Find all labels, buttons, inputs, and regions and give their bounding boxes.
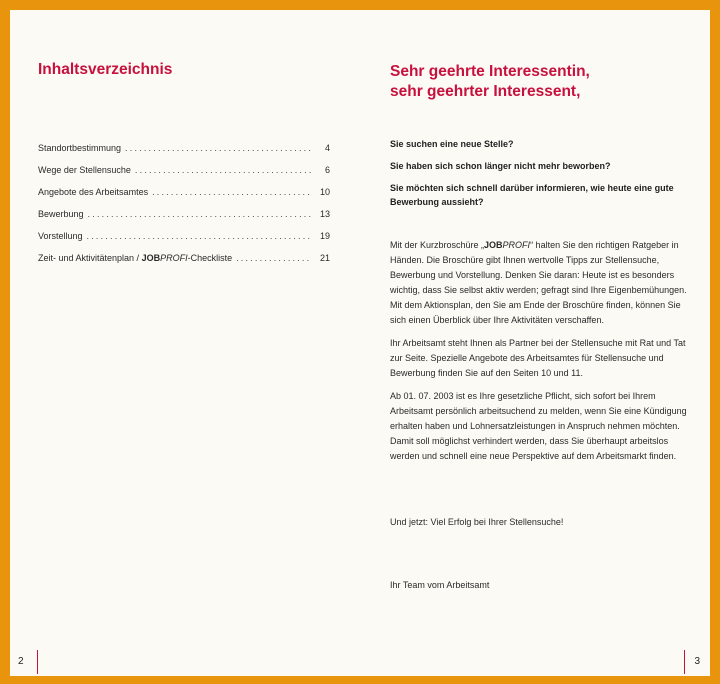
toc-entry-angebote-des-arbeitsamtes[interactable] xyxy=(38,181,330,203)
toc-entry-title: Wege der Stellensuche xyxy=(38,165,131,175)
toc-entry-bewerbung[interactable] xyxy=(38,203,330,225)
intro-question: Sie haben sich schon länger nicht mehr beworben? xyxy=(390,161,611,171)
toc-entry-title-suffix: -Checkliste xyxy=(187,253,233,263)
toc-entry-page: 21 xyxy=(319,253,330,263)
paragraph-intro xyxy=(390,238,690,328)
toc-entry-title: Bewerbung xyxy=(38,209,84,219)
closing-line: Und jetzt: Viel Erfolg bei Ihrer Stellensuche! xyxy=(390,517,564,527)
toc-leader-dots xyxy=(236,247,312,269)
toc-leader-dots xyxy=(125,137,312,159)
left-page xyxy=(10,10,360,676)
toc-entry-page: 13 xyxy=(319,209,330,219)
toc-entry-page: 19 xyxy=(319,231,330,241)
toc-entry-vorstellung[interactable] xyxy=(38,225,330,247)
toc-entry-standortbestimmung[interactable] xyxy=(38,137,330,159)
paragraph-pflicht: Ab 01. 07. 2003 ist es Ihre gesetzliche Pflicht, sich sofort bei Ihrem Arbeitsamt persönlich arbeitsuchend zu melden, wenn Sie eine Kündigung erhalten haben und Lohnersatzleistungen in Anspruch nehmen möchten. Damit soll möglichst verhindert werden, dass Sie überhaupt arbeitslos werden und schnell eine neue Perspektive auf dem Arbeitsmarkt finden. xyxy=(390,391,687,461)
toc-entry-checkliste[interactable] xyxy=(38,247,330,269)
paragraph-intro-after: “ halten Sie den richtigen Ratgeber in Händen. Die Broschüre gibt Ihnen wertvolle Tipps zur Stellensuche, Bewerbung und Vorstellung. Denken Sie daran: Heute ist es besonders wichtig, dass Sie selbst aktiv werden; gefragt sind Ihre Eigenbemühungen. Mit dem Aktionsplan, den Sie am Ende der Broschüre finden, können Sie sich einen Überblick über Ihre Aktivitäten verschaffen. xyxy=(390,240,687,325)
toc-entry-title-prefix: Zeit- und Aktivitätenplan / xyxy=(38,253,142,263)
toc-entry-title xyxy=(38,247,232,269)
page-number-rule xyxy=(37,650,38,674)
jobprofi-brand-bold: JOB xyxy=(484,240,503,250)
jobprofi-brand-italic: PROFI xyxy=(502,240,531,250)
page-number-right: 3 xyxy=(694,656,700,667)
table-of-contents xyxy=(38,137,330,269)
right-page xyxy=(360,10,710,676)
intro-question: Sie möchten sich schnell darüber informieren, wie heute eine gute Bewerbung aussieht? xyxy=(390,183,674,207)
body-text xyxy=(390,238,690,472)
brochure-spread xyxy=(10,10,710,676)
greeting-heading: Sehr geehrte Interessentin, sehr geehrter Interessent, xyxy=(390,63,590,100)
signoff: Ihr Team vom Arbeitsamt xyxy=(390,580,490,590)
toc-entry-page: 4 xyxy=(324,143,330,153)
toc-entry-title: Vorstellung xyxy=(38,231,83,241)
paragraph-intro-before: Mit der Kurzbroschüre „ xyxy=(390,240,485,250)
toc-entry-page: 6 xyxy=(324,165,330,175)
paragraph-arbeitsamt: Ihr Arbeitsamt steht Ihnen als Partner bei der Stellensuche mit Rat und Tat zur Seite. Spezielle Angebote des Arbeitsamtes für Stellensuche und Bewerbung finden Sie auf den Seiten 10 und 11. xyxy=(390,338,686,378)
toc-leader-dots xyxy=(88,203,312,225)
toc-entry-title: Standortbestimmung xyxy=(38,143,122,153)
page-number-rule xyxy=(684,650,685,674)
toc-leader-dots xyxy=(152,181,312,203)
toc-leader-dots xyxy=(87,225,312,247)
intro-question: Sie suchen eine neue Stelle? xyxy=(390,139,514,149)
toc-entry-page: 10 xyxy=(319,187,330,197)
toc-leader-dots xyxy=(135,159,312,181)
toc-entry-title: Angebote des Arbeitsamtes xyxy=(38,187,149,197)
toc-heading: Inhaltsverzeichnis xyxy=(38,61,173,78)
jobprofi-brand-italic: PROFI xyxy=(160,253,188,263)
intro-questions xyxy=(390,137,690,217)
jobprofi-brand-bold: JOB xyxy=(141,253,161,263)
toc-entry-wege-der-stellensuche[interactable] xyxy=(38,159,330,181)
page-number-left: 2 xyxy=(18,656,24,667)
